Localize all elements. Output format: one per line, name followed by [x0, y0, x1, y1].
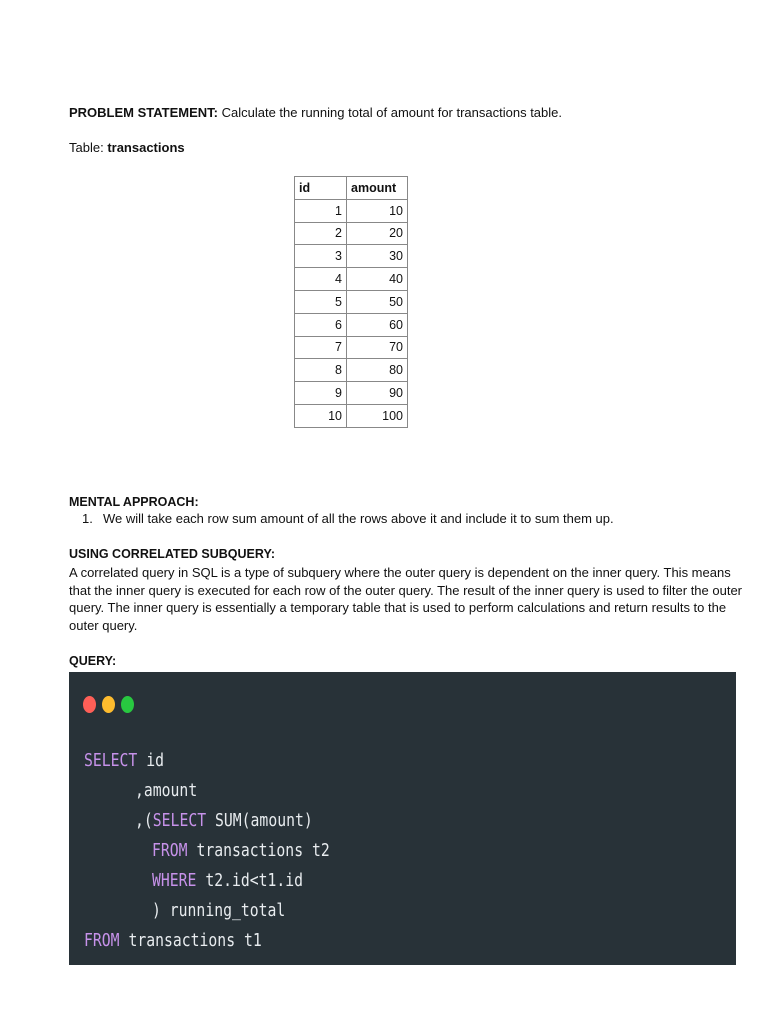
cell-id: 7 [295, 336, 347, 359]
table-header-row [295, 177, 408, 200]
code-keyword: SELECT [84, 750, 138, 771]
table-row [295, 313, 408, 336]
red-dot-icon [83, 696, 96, 713]
table-caption-prefix: Table: [69, 140, 108, 155]
cell-id: 1 [295, 199, 347, 222]
table-row [295, 199, 408, 222]
table-caption [69, 140, 185, 156]
list-item [82, 511, 614, 527]
cell-amount: 40 [347, 268, 408, 291]
cell-amount: 30 [347, 245, 408, 268]
table-row [295, 382, 408, 405]
table-row [295, 404, 408, 427]
code-line-1 [84, 750, 164, 772]
code-text: transactions t2 [187, 840, 330, 861]
code-text: ,( [135, 810, 153, 831]
cell-amount: 100 [347, 404, 408, 427]
cell-id: 10 [295, 404, 347, 427]
code-text: SUM(amount) [206, 810, 313, 831]
cell-amount: 70 [347, 336, 408, 359]
table-caption-name: transactions [107, 140, 185, 155]
code-line-4 [152, 840, 330, 862]
cell-id: 6 [295, 313, 347, 336]
cell-id: 2 [295, 222, 347, 245]
code-line-6: ) running_total [152, 900, 286, 921]
table-body [295, 199, 408, 427]
column-header-id: id [295, 177, 347, 200]
code-text: t2.id<t1.id [196, 870, 304, 891]
code-line-3 [135, 810, 313, 832]
problem-statement [69, 105, 562, 121]
problem-label: PROBLEM STATEMENT: [69, 105, 219, 120]
subquery-heading: USING CORRELATED SUBQUERY: [69, 547, 276, 561]
cell-id: 5 [295, 290, 347, 313]
code-line-7 [84, 930, 262, 952]
code-text: transactions t1 [119, 930, 262, 951]
mental-approach-heading: MENTAL APPROACH: [69, 495, 199, 509]
cell-amount: 50 [347, 290, 408, 313]
cell-amount: 80 [347, 359, 408, 382]
subquery-paragraph: A correlated query in SQL is a type of subquery where the outer query is dependent on the inner query. This means that the inner query is executed for each row of the outer query. The result of the inner query is used to filter the outer query. The inner query is essentially a temporary table that is used to perform calculations and return results to the outer query. [69, 565, 743, 633]
table-row [295, 222, 408, 245]
green-dot-icon [121, 696, 134, 713]
cell-amount: 60 [347, 313, 408, 336]
code-panel [69, 672, 736, 965]
table-row [295, 290, 408, 313]
code-line-5 [152, 870, 303, 892]
list-item-number: 1. [82, 511, 93, 526]
code-keyword: SELECT [152, 810, 207, 831]
code-keyword: FROM [152, 840, 188, 861]
cell-id: 9 [295, 382, 347, 405]
query-heading: QUERY: [69, 654, 117, 668]
code-keyword: WHERE [152, 870, 197, 891]
table-row [295, 245, 408, 268]
cell-id: 3 [295, 245, 347, 268]
code-keyword: FROM [84, 930, 120, 951]
code-line-2: ,amount [135, 780, 198, 801]
column-header-amount: amount [347, 177, 408, 200]
cell-amount: 90 [347, 382, 408, 405]
problem-text: Calculate the running total of amount for transactions table. [218, 105, 562, 120]
cell-amount: 20 [347, 222, 408, 245]
code-text: id [137, 750, 164, 771]
table-row [295, 268, 408, 291]
cell-id: 8 [295, 359, 347, 382]
table-row [295, 359, 408, 382]
cell-amount: 10 [347, 199, 408, 222]
transactions-table [294, 176, 408, 428]
list-item-text: We will take each row sum amount of all the rows above it and include it to sum them up. [103, 511, 614, 526]
cell-id: 4 [295, 268, 347, 291]
yellow-dot-icon [102, 696, 115, 713]
table-row [295, 336, 408, 359]
